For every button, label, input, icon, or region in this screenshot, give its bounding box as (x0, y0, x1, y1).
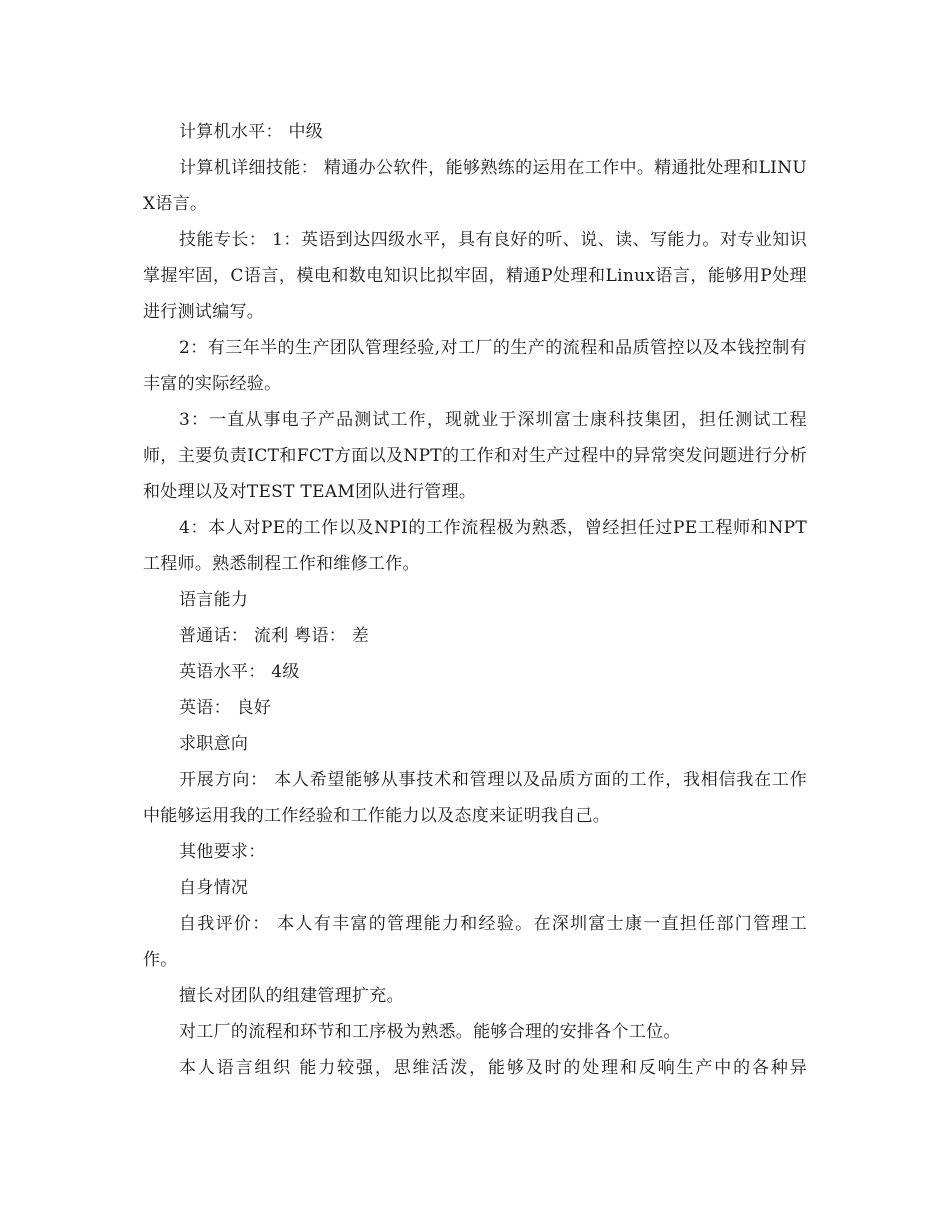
development-direction-paragraph: 开展方向： 本人希望能够从事技术和管理以及品质方面的工作，我相信我在工作中能够运用我的工作经验和工作能力以及态度来证明我自己。 (143, 770, 807, 826)
skill-specialty-paragraph-3: 3：一直从事电子产品测试工作，现就业于深圳富士康科技集团，担任测试工程师，主要负责ICT和FCT方面以及NPT的工作和对生产过程中的异常突发问题进行分析和处理以及对TEST TEAM团队进行管理。 (143, 410, 807, 502)
self-situation-heading: 自身情况 (179, 878, 249, 898)
english-level-line: 英语水平： 4级 (179, 662, 300, 682)
computer-level-line: 计算机水平： 中级 (179, 122, 324, 142)
skill-specialty-paragraph-2: 2：有三年半的生产团队管理经验,对工厂的生产的流程和品质管控以及本钱控制有丰富的实际经验。 (143, 338, 807, 394)
language-organization-line: 本人语言组织 能力较强，思维活泼，能够及时的处理和反响生产中的各种异 (179, 1058, 807, 1078)
computer-skills-paragraph: 计算机详细技能： 精通办公软件，能够熟练的运用在工作中。精通批处理和LINUX语言。 (143, 158, 807, 214)
language-ability-heading: 语言能力 (179, 590, 249, 610)
factory-process-line: 对工厂的流程和环节和工序极为熟悉。能够合理的安排各个工位。 (179, 1022, 681, 1042)
mandarin-cantonese-line: 普通话： 流利 粤语： 差 (179, 626, 370, 646)
skill-specialty-paragraph-1: 技能专长： 1：英语到达四级水平，具有良好的听、说、读、写能力。对专业知识掌握牢固，C语言，模电和数电知识比拟牢固，精通P处理和Linux语言，能够用P处理进行测试编写。 (143, 230, 807, 322)
english-ability-line: 英语： 良好 (179, 698, 272, 718)
team-building-line: 擅长对团队的组建管理扩充。 (179, 986, 404, 1006)
skill-specialty-paragraph-4: 4：本人对PE的工作以及NPI的工作流程极为熟悉，曾经担任过PE工程师和NPT工程师。熟悉制程工作和维修工作。 (143, 518, 807, 574)
other-requirements-line: 其他要求： (179, 842, 266, 862)
resume-page (143, 114, 807, 1086)
job-intention-heading: 求职意向 (179, 734, 249, 754)
self-evaluation-paragraph: 自我评价： 本人有丰富的管理能力和经验。在深圳富士康一直担任部门管理工作。 (143, 914, 807, 970)
